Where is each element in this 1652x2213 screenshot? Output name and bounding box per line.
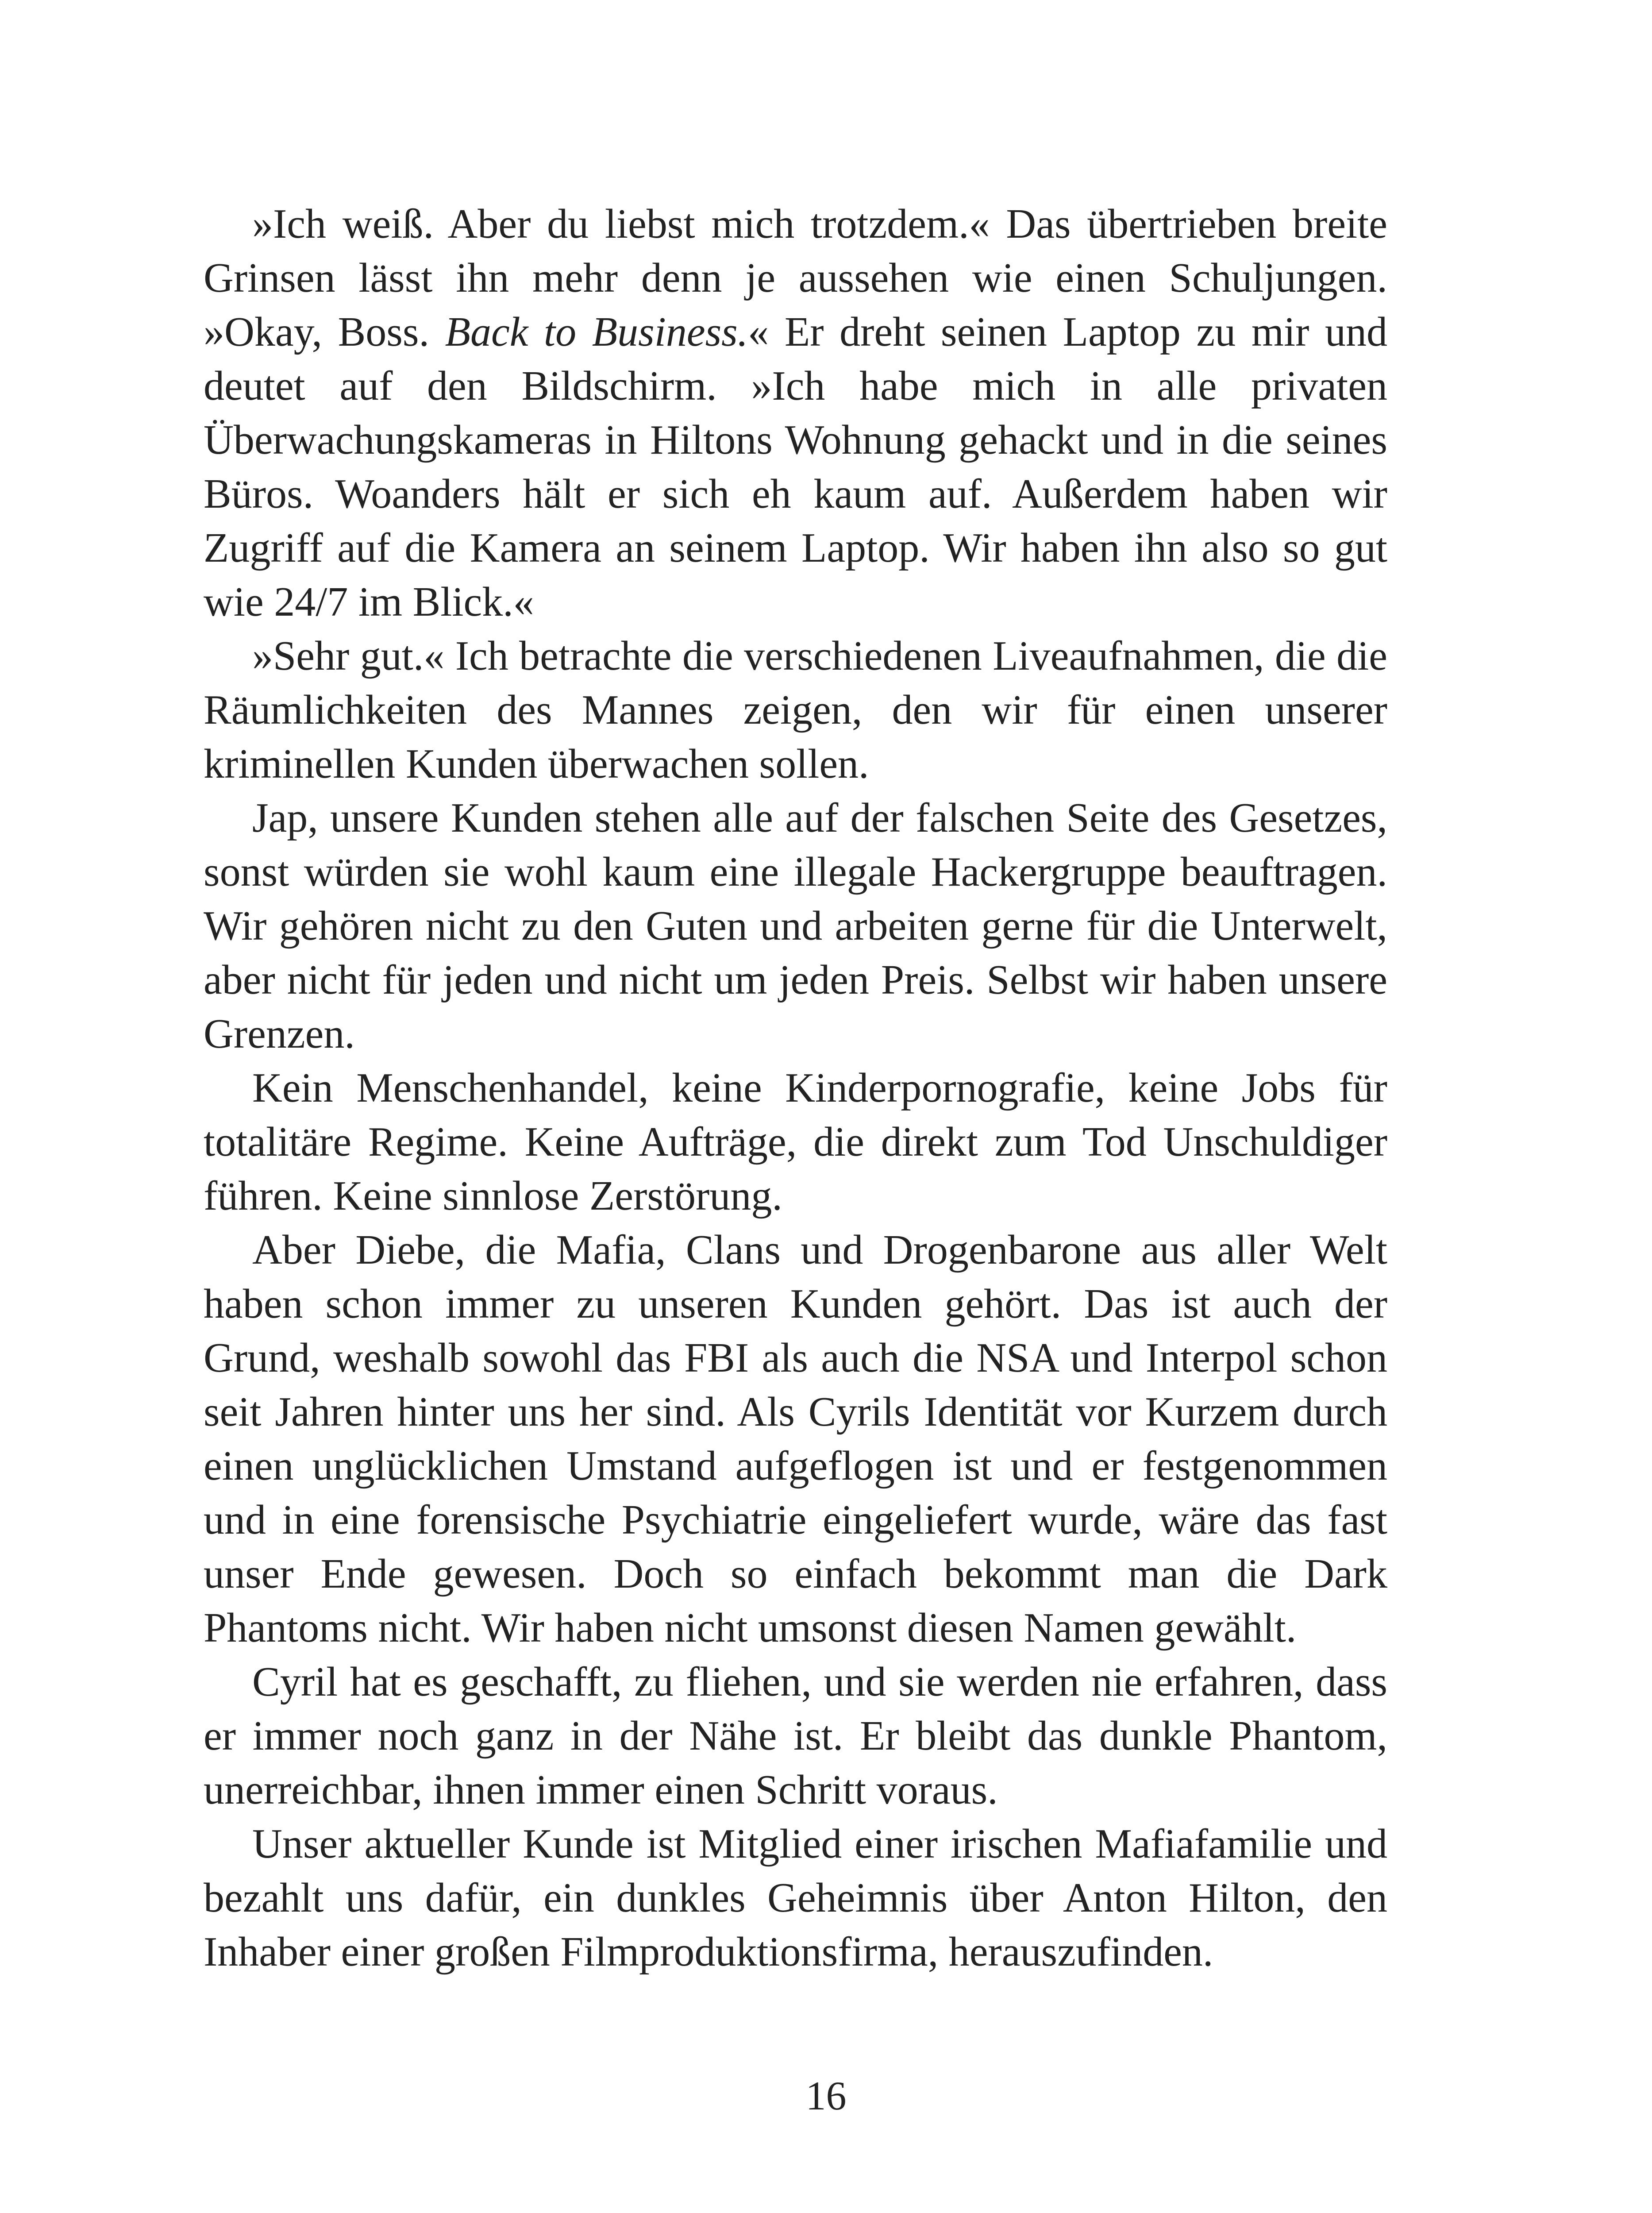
paragraph-2: »Sehr gut.« Ich betrachte die verschiedenen Liveaufnahmen, die die Räumlichkeiten des Mannes zeigen, den wir für einen unserer kriminellen Kunden überwachen sollen. [204,633,1387,787]
paragraph-5: Aber Diebe, die Mafia, Clans und Drogenbarone aus aller Welt haben schon immer zu unseren Kunden gehört. Das ist auch der Grund, weshalb sowohl das FBI als auch die NSA und Interpol schon seit Jahren hinter uns her sind. Als Cyrils Identität vor Kurzem durch einen unglücklichen Umstand aufgeflogen ist und er festgenommen und in eine forensische Psychiatrie eingeliefert wurde, wäre das fast unser Ende gewesen. Doch so einfach bekommt man die Dark Phantoms nicht. Wir haben nicht umsonst diesen Namen gewählt. [204,1227,1387,1651]
paragraph-3: Jap, unsere Kunden stehen alle auf der falschen Seite des Gesetzes, sonst würden sie wohl kaum eine illegale Hackergruppe beauftragen. Wir gehören nicht zu den Guten und arbeiten gerne für die Unterwelt, aber nicht für jeden und nicht um jeden Preis. Selbst wir haben unsere Grenzen. [204,795,1387,1057]
paragraph-1-end: « Er dreht seinen Laptop zu mir und deutet auf den Bildschirm. »Ich habe mich in alle privaten Überwachungskameras in Hiltons Wohnung gehackt und in die seines Büros. Woanders hält er sich eh kaum auf. Außerdem haben wir Zugriff auf die Kamera an seinem Laptop. Wir haben ihn also so gut wie 24/7 im Blick.« [204,309,1387,625]
paragraph-6: Cyril hat es geschafft, zu fliehen, und sie werden nie erfahren, dass er immer noch ganz in der Nähe ist. Er bleibt das dunkle Phantom, unerreichbar, ihnen immer einen Schritt voraus. [204,1659,1387,1813]
paragraph-1-start: »Ich weiß. Aber du liebst mich trotzdem.« Das übertrieben breite Grinsen lässt ihn mehr denn je aussehen wie einen Schuljungen. »Okay, Boss. [204,201,1387,355]
body-text [204,197,1387,1979]
paragraph-1-italic: Back to Business. [445,309,748,355]
paragraph-4: Kein Menschenhandel, keine Kinderpornografie, keine Jobs für totalitäre Regime. Keine Aufträge, die direkt zum Tod Unschuldiger führen. Keine sinnlose Zerstörung. [204,1065,1387,1219]
paragraph-1 [204,197,1387,629]
page-number: 16 [805,2073,847,2118]
paragraph-7: Unser aktueller Kunde ist Mitglied einer irischen Mafiafamilie und bezahlt uns dafür, ein dunkles Geheimnis über Anton Hilton, den Inhaber einer großen Filmproduktionsfirma, herauszufinden. [204,1821,1387,1975]
